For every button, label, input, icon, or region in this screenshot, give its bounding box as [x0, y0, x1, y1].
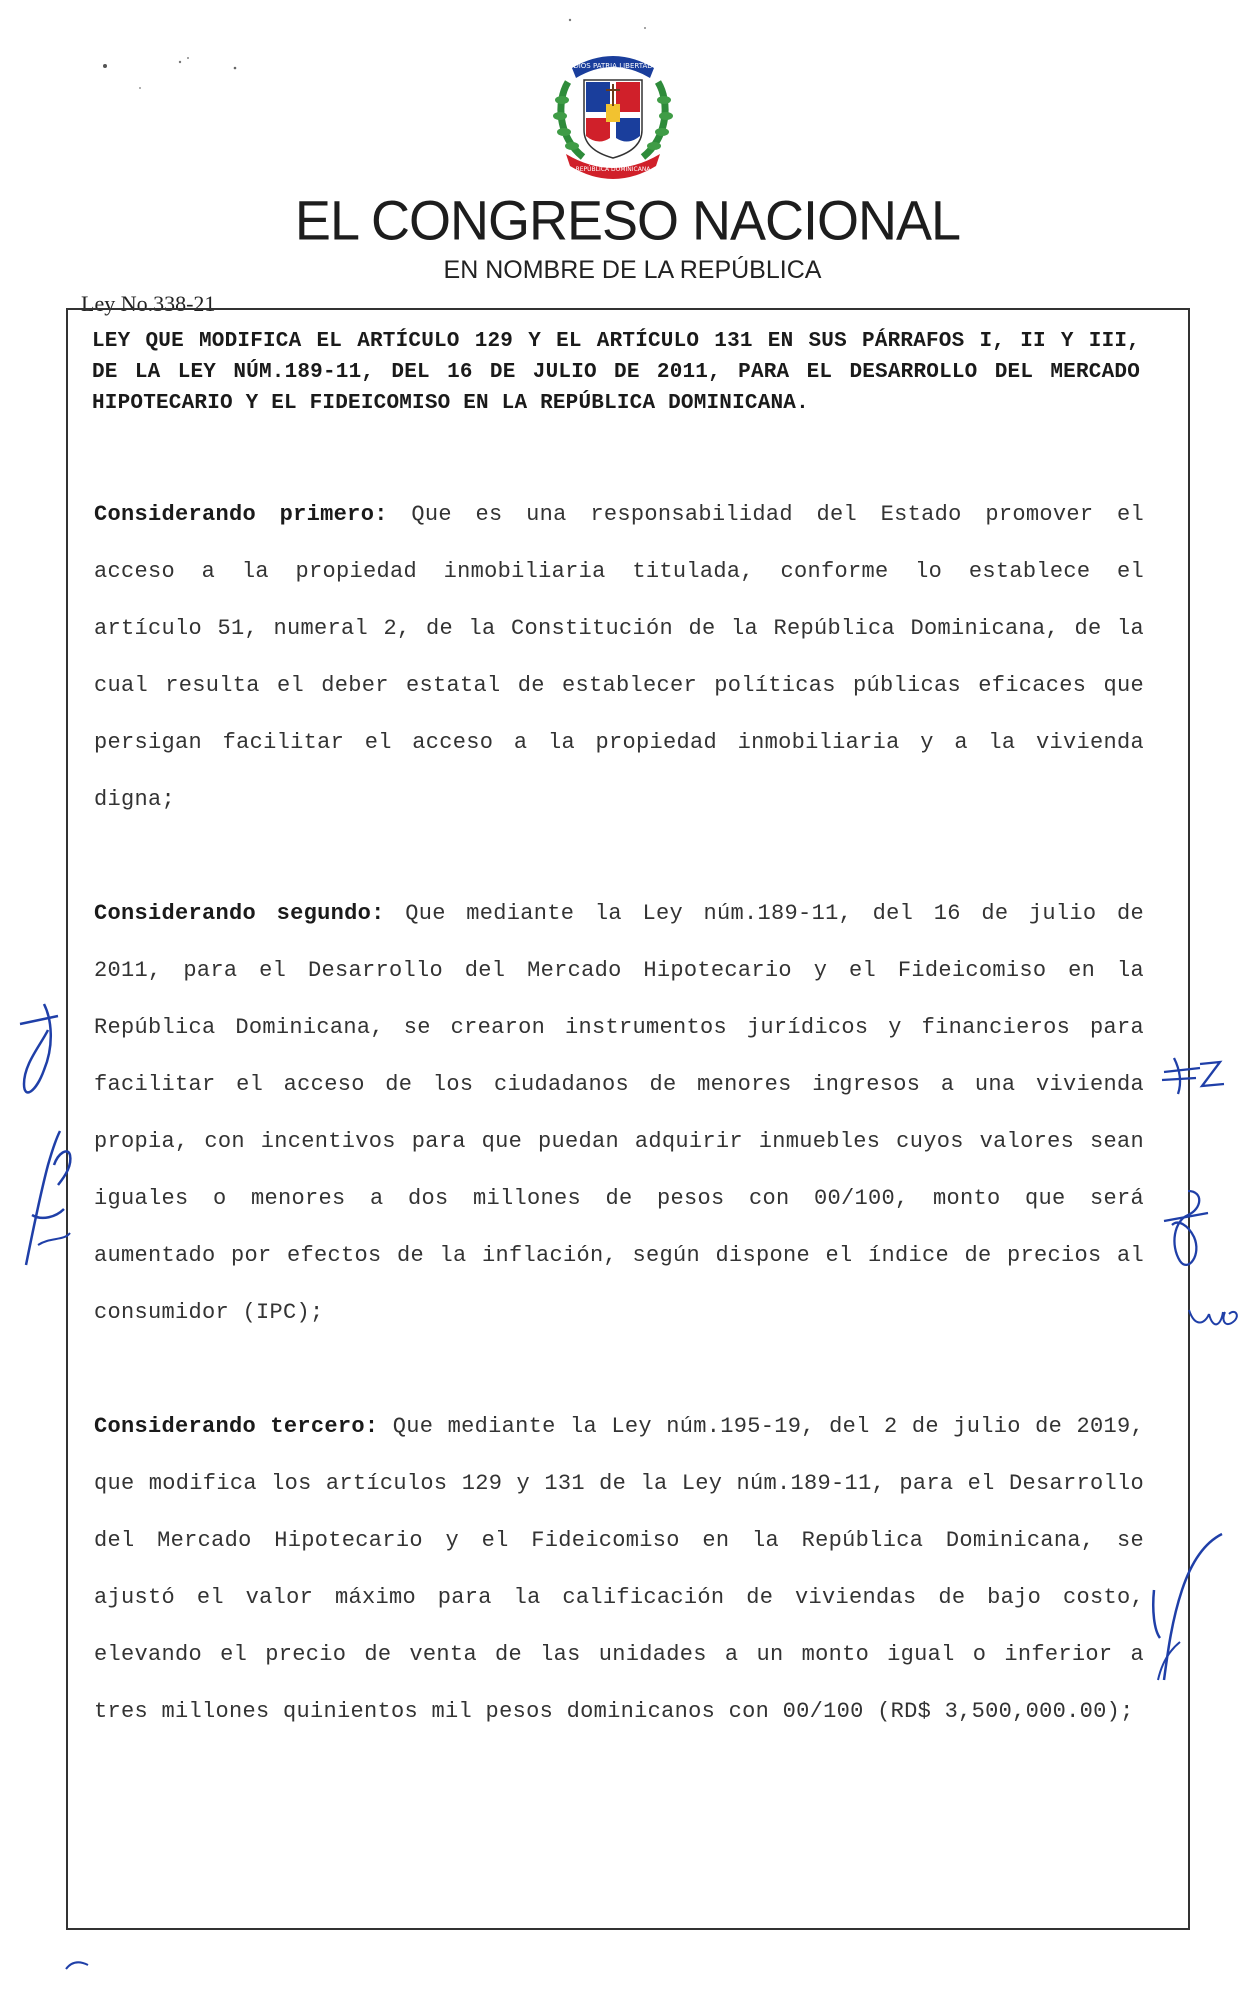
margin-initials-right-1	[1160, 1050, 1230, 1100]
margin-signature-left-bottom	[18, 1125, 78, 1275]
considerando-segundo	[94, 885, 1144, 1341]
institution-subtitle: EN NOMBRE DE LA REPÚBLICA	[443, 256, 822, 284]
considerando-lead: Considerando segundo:	[94, 901, 385, 926]
margin-initials-right-2	[1158, 1185, 1218, 1275]
margin-signature-left-top	[14, 1000, 64, 1110]
considerando-text: Que mediante la Ley núm.195-19, del 2 de julio de 2019, que modifica los artículos 129 y 131 de la Ley núm.189-11, para el Desarrollo del Mercado Hipotecario y el Fideicomiso en la República Dominicana, se ajustó el valor máximo para la calificación de viviendas de bajo costo, elevando el precio de venta de las unidades a un monto igual o inferior a tres millones quinientos mil pesos dominicanos con 00/100 (RD$ 3,500,000.00);	[94, 1414, 1144, 1724]
svg-text:DIOS PATRIA LIBERTAD: DIOS PATRIA LIBERTAD	[573, 62, 653, 70]
considerando-lead: Considerando primero:	[94, 502, 388, 527]
considerando-primero	[94, 486, 1144, 828]
considerando-text: Que es una responsabilidad del Estado promover el acceso a la propiedad inmobiliaria titulada, conforme lo establece el artículo 51, numeral 2, de la Constitución de la República Dominicana, de la cual resulta el deber estatal de establecer políticas públicas eficaces que persigan facilitar el acceso a la propiedad inmobiliaria y a la vivienda digna;	[94, 502, 1144, 812]
law-title: LEY QUE MODIFICA EL ARTÍCULO 129 Y EL ARTÍCULO 131 EN SUS PÁRRAFOS I, II Y III, DE LA LEY NÚM.189-11, DEL 16 DE JULIO DE 2011, PARA EL DESARROLLO DEL MERCADO HIPOTECARIO Y EL FIDEICOMISO EN LA REPÚBLICA DOMINICANA.	[92, 330, 1140, 415]
margin-mark-bottom-left	[62, 1955, 92, 1975]
law-number: Ley No.338-21	[81, 291, 216, 316]
considerando-tercero	[94, 1398, 1144, 1740]
considerando-text: Que mediante la Ley núm.189-11, del 16 de julio de 2011, para el Desarrollo del Mercado Hipotecario y el Fideicomiso en la República Dominicana, se crearon instrumentos jurídicos y financieros para facilitar el acceso de los ciudadanos de menores ingresos a una vivienda propia, con incentivos para que puedan adquirir inmuebles cuyos valores sean iguales o menores a dos millones de pesos con 00/100, monto que será aumentado por efectos de la inflación, según dispone el índice de precios al consumidor (IPC);	[94, 901, 1144, 1325]
considerando-lead: Considerando tercero:	[94, 1414, 379, 1439]
svg-text:REPÚBLICA DOMINICANA: REPÚBLICA DOMINICANA	[575, 166, 651, 173]
margin-initials-right-3	[1185, 1300, 1245, 1340]
margin-signature-right-4	[1150, 1530, 1230, 1690]
institution-title: EL CONGRESO NACIONAL	[294, 190, 961, 252]
coat-of-arms-seal	[548, 42, 678, 182]
